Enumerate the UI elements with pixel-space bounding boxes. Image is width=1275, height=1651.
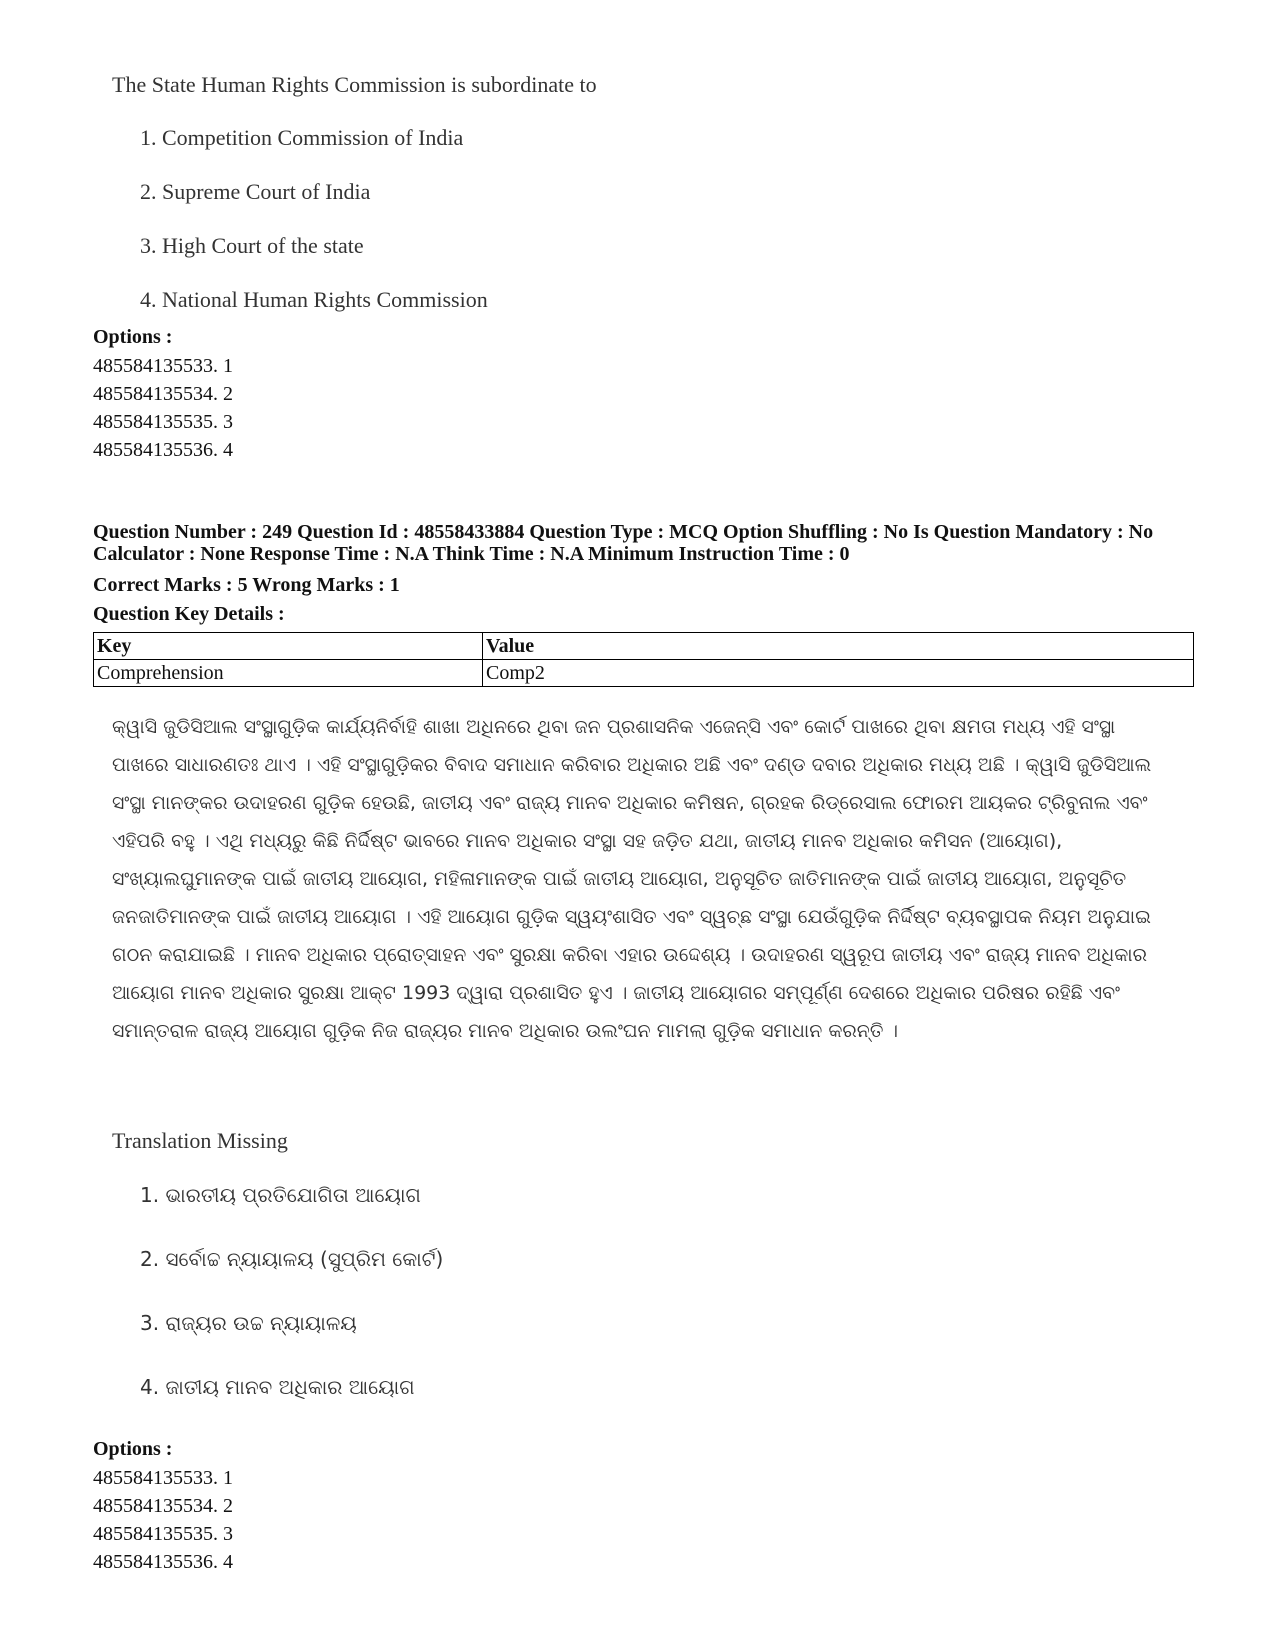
choice-item: 3. High Court of the state	[140, 233, 364, 258]
choice-item: 1. Competition Commission of India	[140, 125, 464, 150]
choice-list-english	[140, 124, 488, 340]
options-label: Options :	[93, 1438, 173, 1460]
options-label: Options :	[93, 326, 173, 348]
option-id: 485584135534. 2	[93, 383, 233, 405]
option-id: 485584135534. 2	[93, 1495, 233, 1517]
question-meta: Question Number : 249 Question Id : 48558433884 Question Type : MCQ Option Shuffling : No Is Question Mandatory : No Calculator : None Response Time : N.A Think Time : N.A Minimum Instruction Time : 0	[93, 521, 1154, 565]
option-id: 485584135535. 3	[93, 1523, 233, 1545]
choice-item: 2. Supreme Court of India	[140, 179, 371, 204]
option-id: 485584135533. 1	[93, 355, 233, 377]
option-id: 485584135535. 3	[93, 411, 233, 433]
table-row	[94, 660, 1194, 687]
choice-item: 4. National Human Rights Commission	[140, 287, 488, 312]
translation-missing-label: Translation Missing	[112, 1128, 288, 1153]
marks-line: Correct Marks : 5 Wrong Marks : 1	[93, 574, 400, 596]
header-value: Value	[483, 633, 1194, 660]
question-stem-english: The State Human Rights Commission is subordinate to	[112, 72, 597, 97]
choice-list-odia	[140, 1180, 443, 1436]
comprehension-passage: କ୍ୱାସି ଜୁଡିସିଆଲ ସଂସ୍ଥାଗୁଡ଼ିକ କାର୍ଯ୍ୟନିର୍ବାହି ଶାଖା ଅଧିନରେ ଥିବା ଜନ ପ୍ରଶାସନିକ ଏଜେନ୍ସି ଏବଂ କୋର୍ଟ ପାଖରେ ଥିବା କ୍ଷମତା ମଧ୍ୟ ଏହି ସଂସ୍ଥା ପାଖରେ ସାଧାରଣତଃ ଥାଏ । ଏହି ସଂସ୍ଥାଗୁଡ଼ିକର ବିବାଦ ସମାଧାନ କରିବାର ଅଧିକାର ଅଛି ଏବଂ ଦଣ୍ଡ ଦବାର ଅଧିକାର ମଧ୍ୟ ଅଛି । କ୍ୱାସି ଜୁଡିସିଆଲ ସଂସ୍ଥା ମାନଙ୍କର ଉଦାହରଣ ଗୁଡ଼ିକ ହେଉଛି, ଜାତୀୟ ଏବଂ ରାଜ୍ୟ ମାନବ ଅଧିକାର କମିଷନ, ଗ୍ରହକ ରିଡ୍ରେସାଲ ଫୋରମ ଆୟକର ଟ୍ରିବୁନାଲ ଏବଂ ଏହିପରି ବହୁ । ଏଥି ମଧ୍ୟରୁ କିଛି ନିର୍ଦ୍ଦିଷ୍ଟ ଭାବରେ ମାନବ ଅଧିକାର ସଂସ୍ଥା ସହ ଜଡ଼ିତ ଯଥା, ଜାତୀୟ ମାନବ ଅଧିକାର କମିସନ (ଆୟୋଗ), ସଂଖ୍ୟାଲଘୁମାନଙ୍କ ପାଇଁ ଜାତୀୟ ଆୟୋଗ, ମହିଳାମାନଙ୍କ ପାଇଁ ଜାତୀୟ ଆୟୋଗ, ଅନୁସୂଚିତ ଜାତିମାନଙ୍କ ପାଇଁ ଜାତୀୟ ଆୟୋଗ, ଅନୁସୂଚିତ ଜନଜାତିମାନଙ୍କ ପାଇଁ ଜାତୀୟ ଆୟୋଗ । ଏହି ଆୟୋଗ ଗୁଡ଼ିକ ସ୍ୱୟଂଶାସିତ ଏବଂ ସ୍ୱଚ୍ଛ ସଂସ୍ଥା ଯେଉଁଗୁଡ଼ିକ ନିର୍ଦ୍ଦିଷ୍ଟ ବ୍ୟବସ୍ଥାପକ ନିୟମ ଅନୁଯାଇ ଗଠନ କରାଯାଇଛି । ମାନବ ଅଧିକାର ପ୍ରୋତ୍ସାହନ ଏବଂ ସୁରକ୍ଷା କରିବା ଏହାର ଉଦ୍ଦେଶ୍ୟ । ଉଦାହରଣ ସ୍ୱରୂପ ଜାତୀୟ ଏବଂ ରାଜ୍ୟ ମାନବ ଅଧିକାର ଆୟୋଗ ମାନବ ଅଧିକାର ସୁରକ୍ଷା ଆକ୍ଟ 1993 ଦ୍ୱାରା ପ୍ରଶାସିତ ହୁଏ । ଜାତୀୟ ଆୟୋଗର ସମ୍ପୂର୍ଣ୍ଣ ଦେଶରେ ଅଧିକାର ପରିଷର ରହିଛି ଏବଂ ସମାନ୍ତରାଳ ରାଜ୍ୟ ଆୟୋଗ ଗୁଡ଼ିକ ନିଜ ରାଜ୍ୟର ମାନବ ଅଧିକାର ଉଲଂଘନ ମାମଲା ଗୁଡ଼ିକ ସମାଧାନ କରନ୍ତି ।	[112, 716, 1152, 1042]
key-details-label: Question Key Details :	[93, 603, 285, 625]
table-header-row	[94, 633, 1194, 660]
choice-item: 1. ଭାରତୀୟ ପ୍ରତିଯୋଗିତା ଆୟୋଗ	[140, 1183, 421, 1207]
options-list-bottom	[93, 1464, 233, 1576]
option-id: 485584135536. 4	[93, 439, 233, 461]
choice-item: 4. ଜାତୀୟ ମାନବ ଅଧିକାର ଆୟୋଗ	[140, 1375, 415, 1399]
header-key: Key	[94, 633, 483, 660]
option-id: 485584135536. 4	[93, 1551, 233, 1573]
cell-value: Comp2	[483, 660, 1194, 687]
choice-item: 3. ରାଜ୍ୟର ଉଚ୍ଚ ନ୍ୟାୟାଳୟ	[140, 1311, 357, 1335]
cell-key: Comprehension	[94, 660, 483, 687]
key-details-table	[93, 632, 1194, 687]
options-list-top	[93, 352, 233, 464]
choice-item: 2. ସର୍ବୋଚ୍ଚ ନ୍ୟାୟାଳୟ (ସୁପ୍ରିମ କୋର୍ଟ)	[140, 1247, 444, 1271]
option-id: 485584135533. 1	[93, 1467, 233, 1489]
